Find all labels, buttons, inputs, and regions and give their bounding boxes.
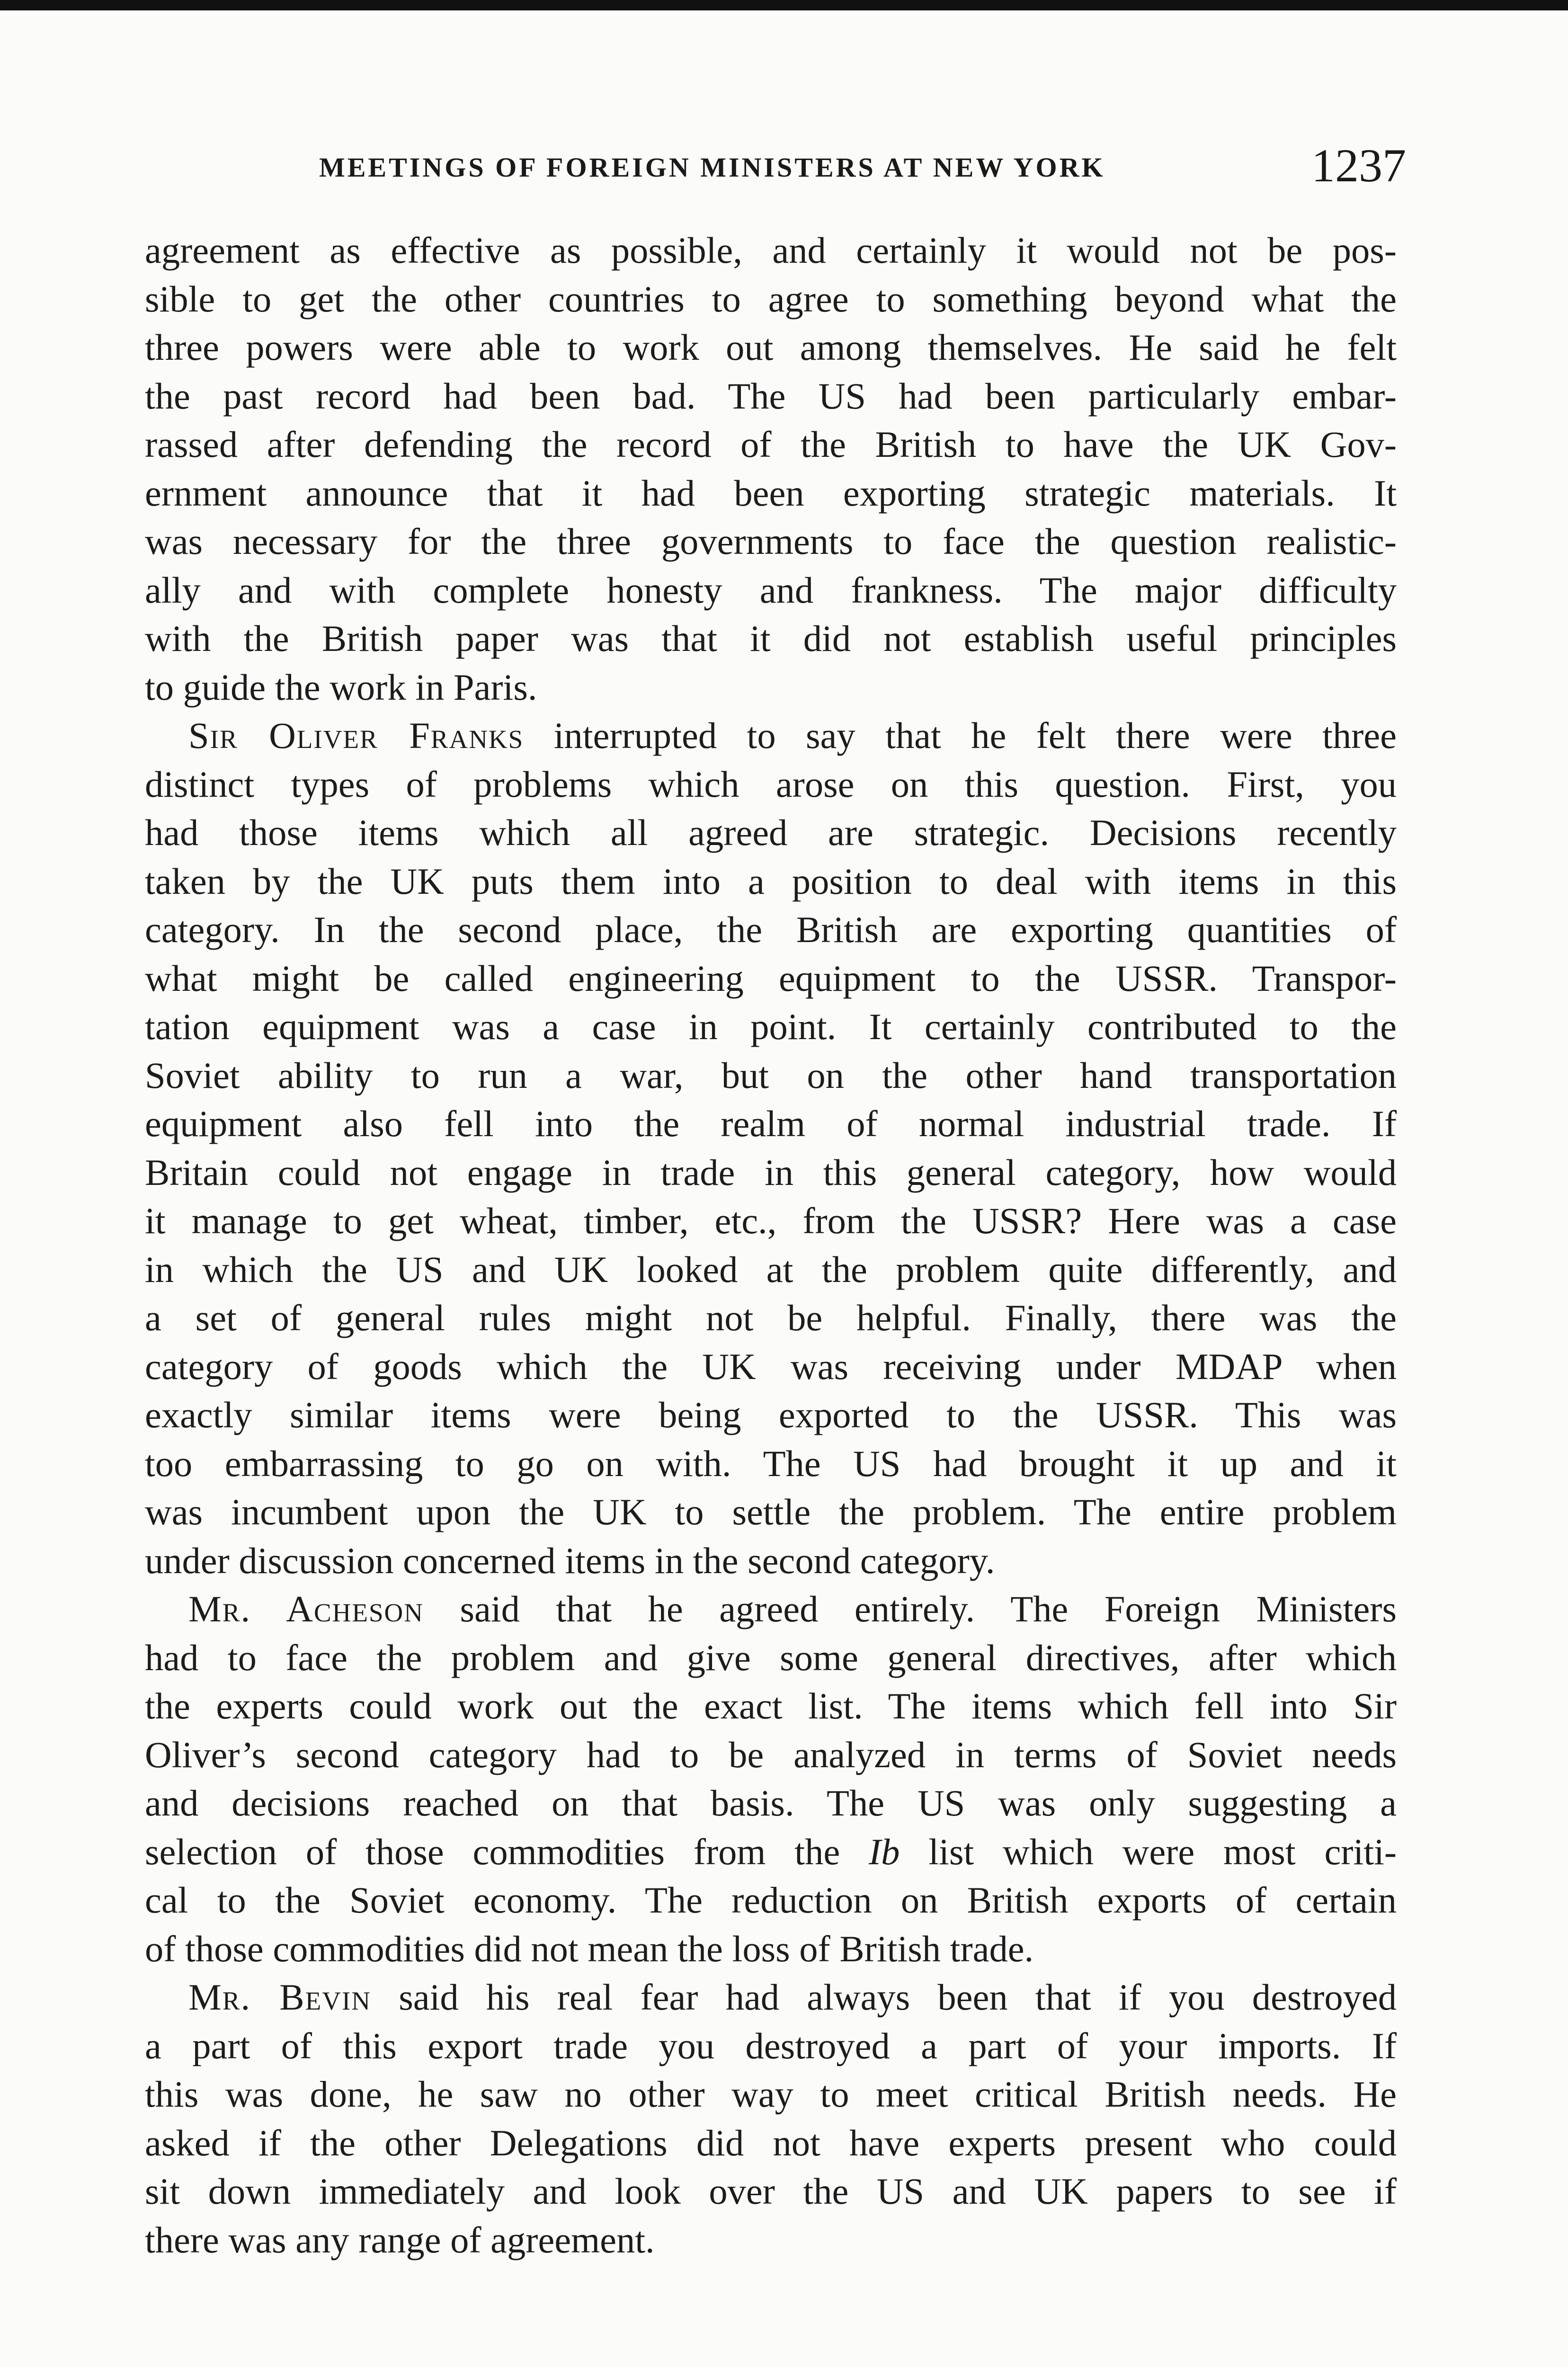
- speaker-name: Sir Oliver Franks: [188, 715, 524, 756]
- running-title: MEETINGS OF FOREIGN MINISTERS AT NEW YORK: [319, 152, 1105, 183]
- text-line: a part of this export trade you destroyed a part of your imports. If: [145, 2025, 1397, 2066]
- text-line: this was done, he saw no other way to meet critical British needs. He: [145, 2073, 1397, 2115]
- page-number: 1237: [1311, 139, 1406, 192]
- text-line: taken by the UK puts them into a position to deal with items in this: [145, 860, 1397, 902]
- speaker-name: Mr. Bevin: [188, 1976, 372, 2018]
- text-line: it manage to get wheat, timber, etc., from the USSR? Here was a case: [145, 1200, 1397, 1241]
- text-line: Britain could not engage in trade in this general category, how would: [145, 1151, 1397, 1193]
- text-line: ernment announce that it had been exporting strategic materials. It: [145, 472, 1397, 514]
- first-line-rest: said his real fear had always been that if you destroyed: [371, 1976, 1397, 2018]
- text-line: agreement as effective as possible, and certainly it would not be pos-: [145, 230, 1397, 271]
- text-line: category. In the second place, the British are exporting quantities of: [145, 909, 1397, 950]
- text-line: too embarrassing to go on with. The US had brought it up and it: [145, 1442, 1397, 1484]
- text-line: [145, 1828, 1397, 1877]
- paragraph-2: [145, 712, 1397, 1585]
- text-line: a set of general rules might not be helpful. Finally, there was the: [145, 1297, 1397, 1338]
- paragraph-4: [145, 1973, 1397, 2264]
- text-line: [145, 1973, 1397, 2022]
- text-line: had to face the problem and give some general directives, after which: [145, 1637, 1397, 1678]
- speaker-name: Mr. Acheson: [188, 1588, 424, 1629]
- list-name: Ib: [868, 1831, 900, 1872]
- text-line: and decisions reached on that basis. The US was only suggesting a: [145, 1782, 1397, 1824]
- paragraph-1: [145, 226, 1397, 712]
- text-line: was incumbent upon the UK to settle the problem. The entire problem: [145, 1491, 1397, 1532]
- text-line: the past record had been bad. The US had been particularly embar-: [145, 375, 1397, 417]
- text-line: three powers were able to work out among themselves. He said he felt: [145, 327, 1397, 368]
- text-line: had those items which all agreed are strategic. Decisions recently: [145, 812, 1397, 853]
- top-edge-rule: [0, 0, 1568, 10]
- text-line: to guide the work in Paris.: [145, 666, 537, 708]
- text-line: there was any range of agreement.: [145, 2219, 655, 2260]
- text-line: rassed after defending the record of the British to have the UK Gov-: [145, 424, 1397, 465]
- text-line: Oliver’s second category had to be analyzed in terms of Soviet needs: [145, 1734, 1397, 1775]
- text-line: was necessary for the three governments to face the question realistic-: [145, 521, 1397, 562]
- text-line: exactly similar items were being exported to the USSR. This was: [145, 1394, 1397, 1435]
- text-line: sit down immediately and look over the US and UK papers to see if: [145, 2171, 1397, 2212]
- text-line: sible to get the other countries to agree to something beyond what the: [145, 278, 1397, 320]
- text-line: of those commodities did not mean the loss of British trade.: [145, 1928, 1034, 1969]
- text-line: with the British paper was that it did not establish useful principles: [145, 618, 1397, 659]
- text-line: ally and with complete honesty and frankness. The major difficulty: [145, 569, 1397, 611]
- text-line: Soviet ability to run a war, but on the other hand transportation: [145, 1054, 1397, 1096]
- text-line: [145, 1585, 1397, 1634]
- text-line: in which the US and UK looked at the problem quite differently, and: [145, 1248, 1397, 1290]
- text-line: [145, 712, 1397, 760]
- running-head: [152, 139, 1406, 194]
- selection-line-start: selection of those commodities from the: [145, 1831, 869, 1872]
- text-line: tation equipment was a case in point. It certainly contributed to the: [145, 1006, 1397, 1047]
- text-line: what might be called engineering equipment to the USSR. Transpor-: [145, 957, 1397, 999]
- text-line: cal to the Soviet economy. The reduction on British exports of certain: [145, 1879, 1397, 1921]
- paragraph-3: [145, 1585, 1397, 1973]
- text-line: asked if the other Delegations did not have experts present who could: [145, 2122, 1397, 2163]
- first-line-rest: said that he agreed entirely. The Foreign Ministers: [423, 1588, 1397, 1629]
- first-line-rest: interrupted to say that he felt there were three: [524, 715, 1397, 756]
- text-line: the experts could work out the exact list. The items which fell into Sir: [145, 1685, 1397, 1726]
- selection-line-end: list which were most criti-: [900, 1831, 1397, 1872]
- body-text: [145, 226, 1397, 2264]
- text-line: under discussion concerned items in the second category.: [145, 1539, 995, 1581]
- text-line: equipment also fell into the realm of normal industrial trade. If: [145, 1103, 1397, 1144]
- text-line: category of goods which the UK was receiving under MDAP when: [145, 1345, 1397, 1387]
- text-line: distinct types of problems which arose on this question. First, you: [145, 763, 1397, 805]
